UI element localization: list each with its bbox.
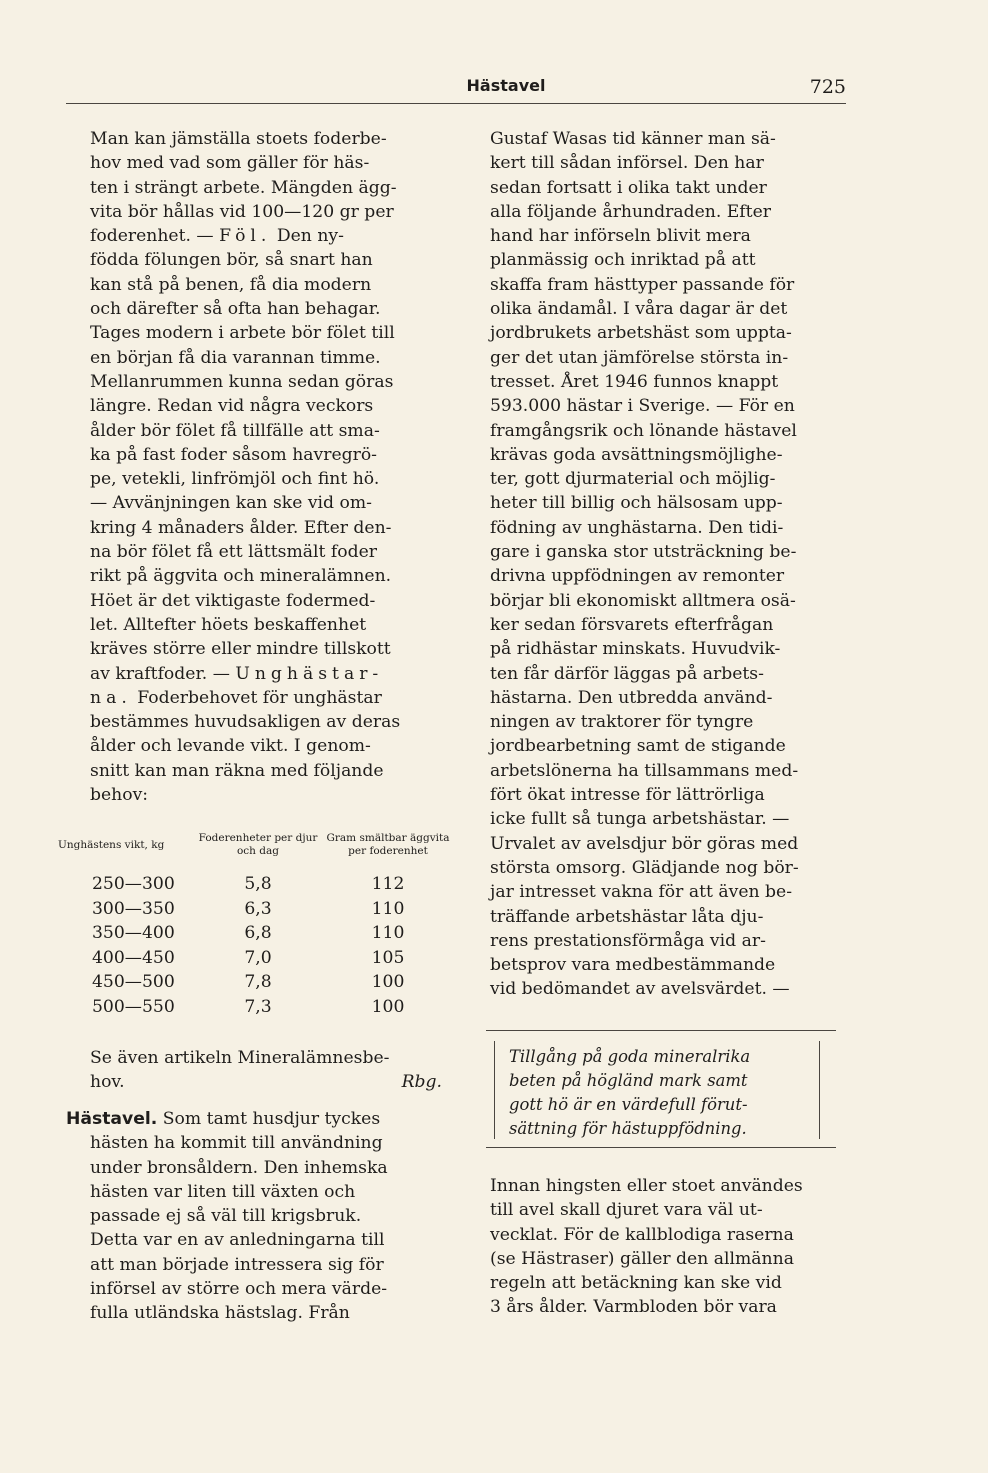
text-line: planmässig och inriktad på att — [490, 250, 756, 271]
table-row — [58, 897, 458, 922]
table-cell: 110 — [371, 898, 405, 919]
table-cell: 5,8 — [244, 874, 272, 895]
author-signature: Rbg. — [401, 1072, 442, 1093]
text-line: Höet är det viktigaste fodermed- — [90, 590, 376, 611]
text-line: sedan fortsatt i olika takt under — [490, 177, 767, 198]
spaced-subheading: Föl. — [219, 226, 272, 247]
text-line: längre. Redan vid några veckors — [90, 396, 374, 417]
text-line: ningen av traktorer för tyngre — [490, 712, 754, 733]
text-fragment: foderenhet. — — [90, 226, 220, 247]
text-line: under bronsåldern. Den inhemska — [90, 1157, 388, 1178]
text-line: pe, vetekli, linfrömjöl och fint hö. — [90, 469, 380, 490]
text-line: träffande arbetshästar låta dju- — [490, 906, 764, 927]
table-row — [58, 921, 458, 946]
text-line: kräves större eller mindre tillskott — [90, 639, 391, 660]
running-title: Hästavel — [466, 76, 546, 95]
table-header-row — [58, 832, 458, 872]
text-fragment: Foderbehovet för unghästar — [131, 687, 382, 708]
text-line: arbetslönerna ha tillsammans med- — [490, 760, 799, 781]
text-line: Tillgång på goda mineralrika — [509, 1047, 751, 1066]
text-line: krävas goda avsättningsmöjlighe- — [490, 444, 783, 465]
text-line: införsel av större och mera värde- — [90, 1279, 388, 1300]
text-line: Urvalet av avelsdjur bör göras med — [490, 833, 799, 854]
text-line — [90, 686, 442, 710]
text-line: drivna uppfödningen av remonter — [490, 566, 785, 587]
text-line: 3 års ålder. Varmbloden bör vara — [490, 1297, 777, 1318]
text-line: till avel skall djuret vara väl ut- — [490, 1200, 763, 1221]
text-line: behov: — [90, 785, 149, 806]
text-line: ger det utan jämförelse största in- — [490, 347, 789, 368]
spaced-subheading: Unghästar- — [235, 663, 384, 684]
table-cell: 300—350 — [92, 898, 175, 919]
text-line: ålder bör fölet få tillfälle att sma- — [90, 420, 380, 441]
callout-box — [486, 1030, 836, 1148]
text-line: ter, gott djurmaterial och möjlig- — [490, 469, 776, 490]
table-row — [58, 946, 458, 971]
text-line: fört ökat intresse för lättrörliga — [490, 785, 765, 806]
running-header — [66, 76, 846, 100]
text-line: Man kan jämställa stoets foderbe- — [90, 129, 387, 149]
text-fragment: hov. — [90, 1072, 125, 1093]
right-column — [490, 127, 840, 1002]
text-line: största omsorg. Glädjande nog bör- — [490, 857, 799, 878]
table-cell: 6,3 — [244, 898, 272, 919]
text-line: (se Hästraser) gäller den allmänna — [490, 1248, 794, 1269]
header-rule — [66, 103, 846, 104]
entry-headword: Hästavel. — [66, 1109, 158, 1129]
text-line: på ridhästar minskats. Huvudvik- — [490, 639, 781, 660]
text-line: kring 4 månaders ålder. Efter den- — [90, 517, 392, 538]
text-fragment: av kraftfoder. — — [90, 663, 236, 684]
text-line: gott hö är en värdefull förut- — [509, 1095, 748, 1114]
left-column — [90, 127, 442, 807]
text-line: Se även artikeln Mineralämnesbe- — [90, 1048, 390, 1068]
text-line: Mellanrummen kunna sedan göras — [90, 371, 394, 392]
continuation-text — [490, 1174, 840, 1320]
table-cell: 100 — [371, 996, 405, 1017]
table-cell: 450—500 — [92, 972, 175, 993]
text-line: börjar bli ekonomiskt alltmera osä- — [490, 590, 796, 611]
text-line: och därefter så ofta han behagar. — [90, 299, 381, 320]
text-line — [66, 1107, 442, 1131]
text-line: jordbearbetning samt de stigande — [490, 736, 786, 757]
table-cell: 400—450 — [92, 947, 175, 968]
text-line: Innan hingsten eller stoet användes — [490, 1176, 803, 1196]
table-row — [58, 970, 458, 995]
text-line: jordbrukets arbetshäst som uppta- — [490, 323, 792, 344]
text-fragment: Som tamt husdjur tyckes — [157, 1109, 381, 1129]
table-cell: 500—550 — [92, 996, 175, 1017]
text-line: 593.000 hästar i Sverige. — För en — [490, 396, 795, 417]
text-line: snitt kan man räkna med följande — [90, 760, 384, 781]
text-line: sättning för hästuppfödning. — [509, 1119, 747, 1138]
table-cell: 7,8 — [244, 972, 272, 993]
text-line: hästen ha kommit till användning — [90, 1133, 383, 1154]
text-line: rens prestationsförmåga vid ar- — [490, 930, 766, 951]
text-line: gare i ganska stor utsträckning be- — [490, 542, 797, 563]
text-line: tresset. Året 1946 funnos knappt — [490, 371, 779, 392]
text-line: ka på fast foder såsom havregrö- — [90, 444, 377, 465]
text-line: ker sedan försvarets efterfrågan — [490, 614, 774, 635]
table-cell: 350—400 — [92, 923, 175, 944]
text-line: let. Alltefter höets beskaffenhet — [90, 614, 367, 635]
table-cell: 112 — [371, 874, 405, 895]
table-cell: 100 — [371, 972, 405, 993]
text-line: passade ej så väl till krigsbruk. — [90, 1206, 362, 1227]
table-cell: 7,3 — [244, 996, 272, 1017]
table-cell: 7,0 — [244, 947, 272, 968]
table-cell: 6,8 — [244, 923, 272, 944]
text-line: olika ändamål. I våra dagar är det — [490, 299, 788, 320]
text-line: vita bör hållas vid 100—120 gr per — [90, 201, 394, 222]
text-line: alla följande århundraden. Efter — [490, 201, 771, 222]
text-line: jar intresset vakna för att även be- — [490, 882, 793, 903]
text-line: ten får därför läggas på arbets- — [490, 663, 764, 684]
table-cell: 250—300 — [92, 874, 175, 895]
callout-text — [494, 1041, 820, 1139]
column-header: Gram smältbar äggvita per foderenhet — [326, 832, 450, 857]
table-cell: 110 — [371, 923, 405, 944]
text-line: skaffa fram hästtyper passande för — [490, 274, 795, 295]
text-line: framgångsrik och lönande hästavel — [490, 420, 797, 441]
text-line — [90, 1070, 442, 1094]
table-row — [58, 872, 458, 897]
see-also-note — [90, 1046, 442, 1095]
text-line: icke fullt så tunga arbetshästar. — — [490, 809, 790, 830]
column-header: Unghästens vikt, kg — [58, 838, 165, 851]
text-line: hand har införseln blivit mera — [490, 226, 751, 247]
text-line: ålder och levande vikt. I genom- — [90, 736, 371, 757]
dictionary-entry — [66, 1107, 442, 1326]
text-line: na bör fölet få ett lättsmält foder — [90, 542, 377, 563]
text-line: kan stå på benen, få dia modern — [90, 274, 372, 295]
table-row — [58, 995, 458, 1020]
text-line: att man började intressera sig för — [90, 1254, 384, 1275]
text-line: vid bedömandet av avelsvärdet. — — [490, 979, 790, 1000]
text-line: heter till billig och hälsosam upp- — [490, 493, 783, 514]
page-number: 725 — [809, 76, 846, 98]
text-line — [90, 224, 442, 248]
text-line: beten på högländ mark samt — [509, 1071, 748, 1090]
text-line: en början få dia varannan timme. — [90, 347, 381, 368]
text-line: bestämmes huvudsakligen av deras — [90, 712, 401, 733]
text-line: hästarna. Den utbredda använd- — [490, 687, 773, 708]
text-line: födda fölungen bör, så snart han — [90, 250, 373, 271]
text-line: kert till sådan införsel. Den har — [490, 153, 764, 174]
spaced-subheading: na. — [90, 687, 132, 708]
text-line: hästen var liten till växten och — [90, 1181, 356, 1202]
text-line: ten i strängt arbete. Mängden ägg- — [90, 177, 397, 198]
text-line: Detta var en av anledningarna till — [90, 1230, 385, 1251]
text-line: vecklat. För de kallblodiga raserna — [490, 1224, 794, 1245]
column-header: Foderenheter per djur och dag — [198, 832, 318, 857]
text-line: hov med vad som gäller för häs- — [90, 153, 370, 174]
text-line: — Avvänjningen kan ske vid om- — [90, 493, 372, 514]
text-fragment: Den ny- — [271, 226, 344, 247]
text-line: regeln att betäckning kan ske vid — [490, 1273, 782, 1294]
text-line: Tages modern i arbete bör fölet till — [90, 323, 395, 344]
text-line: födning av unghästarna. Den tidi- — [490, 517, 784, 538]
text-line: betsprov vara medbestämmande — [490, 955, 776, 976]
text-line — [90, 662, 442, 686]
table-cell: 105 — [371, 947, 405, 968]
text-line: fulla utländska hästslag. Från — [90, 1303, 350, 1324]
feed-table — [58, 832, 458, 1019]
text-line: Gustaf Wasas tid känner man sä- — [490, 129, 776, 149]
text-line: rikt på äggvita och mineralämnen. — [90, 566, 392, 587]
